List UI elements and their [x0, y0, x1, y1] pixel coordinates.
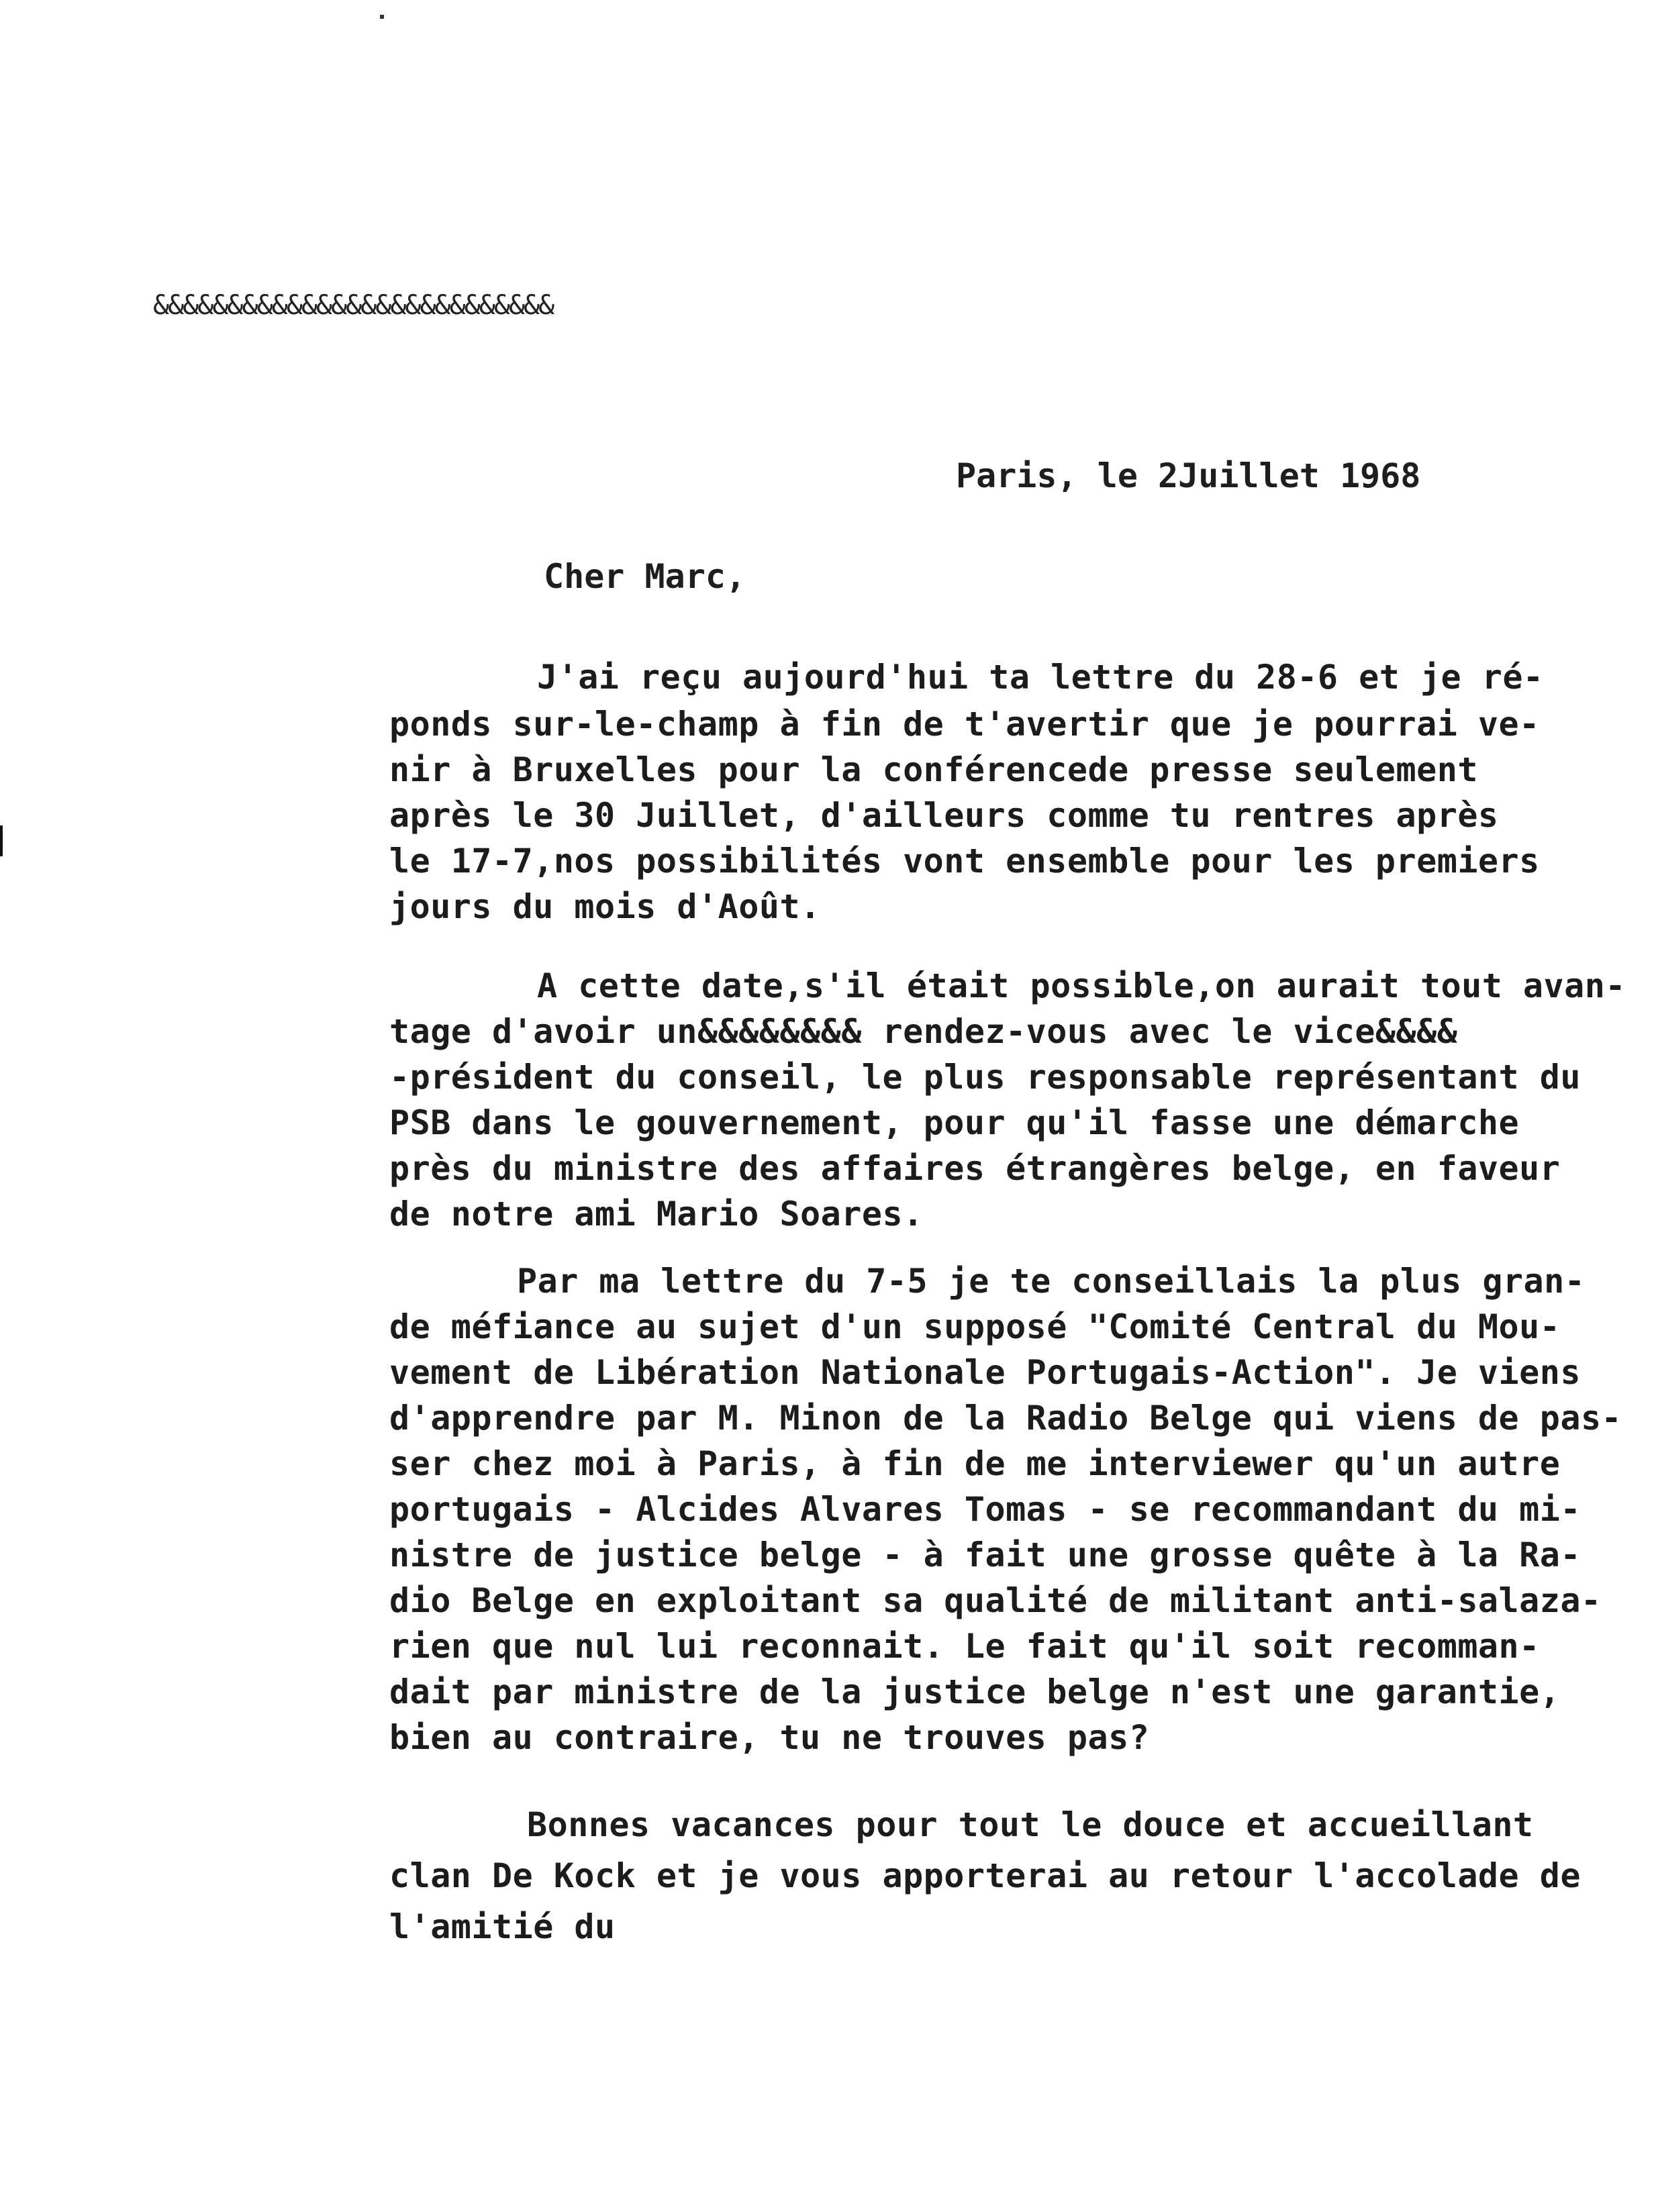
separator-line: &&&&&&&&&&&&&&&&&&&&&&&&&&&	[153, 290, 554, 321]
body-line: clan De Kock et je vous apporterai au retour l'accolade de	[389, 1856, 1581, 1895]
body-line: de méfiance au sujet d'un supposé "Comité Central du Mou-	[389, 1307, 1561, 1346]
body-line: ser chez moi à Paris, à fin de me interviewer qu'un autre	[389, 1444, 1561, 1483]
body-line: Bonnes vacances pour tout le douce et accueillant	[527, 1805, 1534, 1844]
body-line: dait par ministre de la justice belge n'est une garantie,	[389, 1672, 1561, 1711]
body-line: J'ai reçu aujourd'hui ta lettre du 28-6 et je ré-	[537, 658, 1544, 697]
body-line: l'amitié du	[389, 1907, 616, 1946]
body-line: Par ma lettre du 7-5 je te conseillais la plus gran-	[517, 1262, 1586, 1301]
body-line: vement de Libération Nationale Portugais-Action". Je viens	[389, 1353, 1581, 1392]
body-line: portugais - Alcides Alvares Tomas - se recommandant du mi-	[389, 1490, 1581, 1529]
salutation: Cher Marc,	[544, 557, 746, 596]
margin-mark	[0, 825, 3, 856]
body-line: le 17-7,nos possibilités vont ensemble pour les premiers	[389, 842, 1540, 881]
body-line: nir à Bruxelles pour la conférencede presse seulement	[389, 750, 1478, 789]
body-line: d'apprendre par M. Minon de la Radio Belge qui viens de pas-	[389, 1399, 1622, 1438]
body-line: tage d'avoir un&&&&&&&& rendez-vous avec le vice&&&&	[389, 1012, 1458, 1051]
body-line: nistre de justice belge - à fait une grosse quête à la Ra-	[389, 1536, 1581, 1574]
body-line: de notre ami Mario Soares.	[389, 1195, 924, 1234]
body-line: -président du conseil, le plus responsable représentant du	[389, 1058, 1581, 1097]
body-line: ponds sur-le-champ à fin de t'avertir que je pourrai ve-	[389, 705, 1540, 744]
body-line: PSB dans le gouvernement, pour qu'il fasse une démarche	[389, 1103, 1520, 1142]
body-line: A cette date,s'il était possible,on aurait tout avan-	[537, 966, 1626, 1005]
dateline: Paris, le 2Juillet 1968	[956, 456, 1421, 495]
stray-mark	[380, 15, 384, 19]
body-line: rien que nul lui reconnait. Le fait qu'il soit recomman-	[389, 1627, 1540, 1666]
body-line: après le 30 Juillet, d'ailleurs comme tu rentres après	[389, 796, 1499, 835]
body-line: près du ministre des affaires étrangères belge, en faveur	[389, 1149, 1561, 1188]
body-line: jours du mois d'Août.	[389, 887, 821, 926]
body-line: bien au contraire, tu ne trouves pas?	[389, 1718, 1150, 1757]
body-line: dio Belge en exploitant sa qualité de militant anti-salaza-	[389, 1581, 1602, 1620]
